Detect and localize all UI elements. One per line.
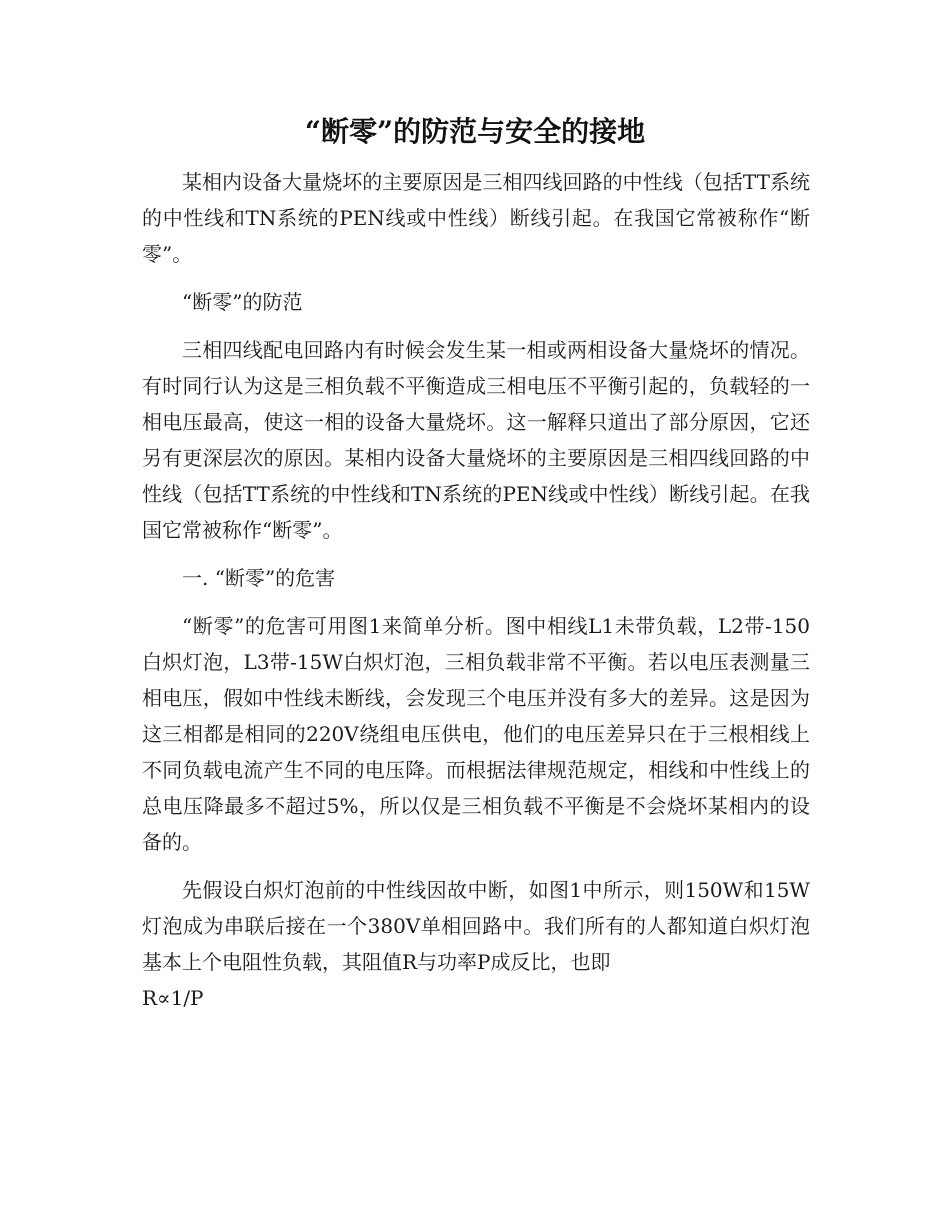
section-heading-hazard: 一. “断零”的危害 [182, 566, 336, 590]
document-body [142, 164, 810, 1028]
document-title: “断零”的防范与安全的接地 [304, 115, 646, 148]
paragraph-prevention: 三相四线配电回路内有时候会发生某一相或两相设备大量烧坏的情况。有时同行认为这是三相负载不平衡造成三相电压不平衡引起的，负载轻的一相电压最高，使这一相的设备大量烧坏。这一解释只道出了部分原因，它还另有更深层次的原因。某相内设备大量烧坏的主要原因是三相四线回路的中性线（包括TT系统的中性线和TN系统的PEN线或中性线）断线引起。在我国它常被称作“断零”。 [142, 338, 810, 542]
paragraph-assumption: 先假设白炽灯泡前的中性线因故中断，如图1中所示，则150W和15W灯泡成为串联后接在一个380V单相回路中。我们所有的人都知道白炽灯泡基本上个电阻性负载，其阻值R与功率P成反比，也即 [142, 878, 810, 974]
paragraph-intro: 某相内设备大量烧坏的主要原因是三相四线回路的中性线（包括TT系统的中性线和TN系统的PEN线或中性线）断线引起。在我国它常被称作“断零”。 [142, 170, 810, 266]
formula-resistance: R∝1/P [142, 986, 204, 1010]
section-heading-prevention: “断零”的防范 [182, 290, 303, 314]
paragraph-hazard: “断零”的危害可用图1来简单分析。图中相线L1未带负载，L2带-150白炽灯泡，L3带-15W白炽灯泡，三相负载非常不平衡。若以电压表测量三相电压，假如中性线未断线，会发现三个电压并没有多大的差异。这是因为这三相都是相同的220V绕组电压供电，他们的电压差异只在于三根相线上不同负载电流产生不同的电压降。而根据法律规范规定，相线和中性线上的总电压降最多不超过5%，所以仅是三相负载不平衡是不会烧坏某相内的设备的。 [142, 614, 810, 854]
